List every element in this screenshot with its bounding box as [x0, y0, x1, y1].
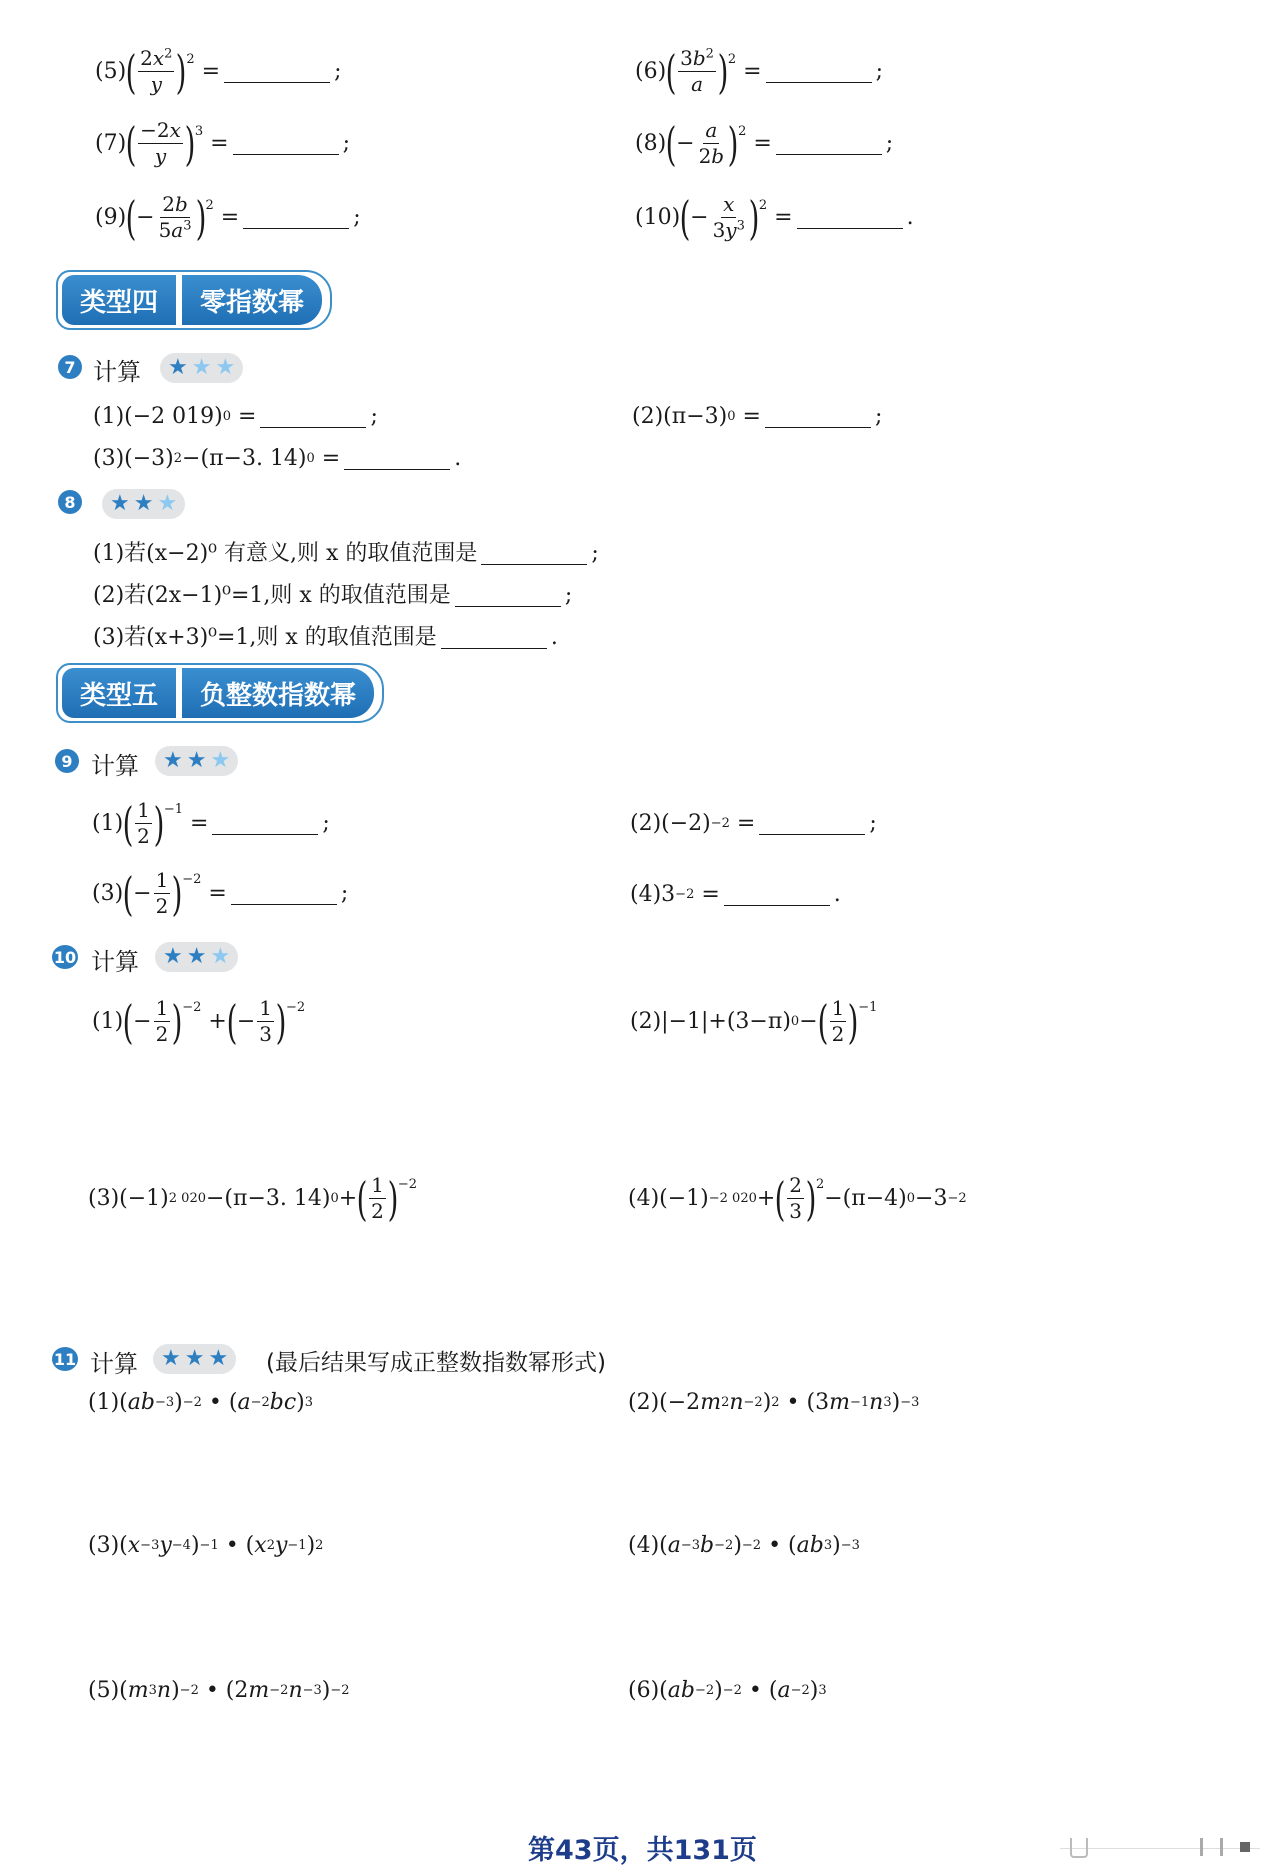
q8-item-3: (3)若(x+3)⁰=1,则 x 的取值范围是 .: [93, 624, 558, 650]
q8-item-2: (2)若(2x−1)⁰=1,则 x 的取值范围是 ;: [93, 582, 573, 608]
star-icon: ★: [210, 748, 231, 773]
star-icon: ★: [215, 355, 236, 380]
item-10: (10) ( − $\frac{x}{3y^3}$ ) $^2$ = .: [635, 190, 914, 245]
q9-item-2: (2)(−2) −2 = ;: [630, 810, 877, 836]
difficulty-stars: [155, 746, 238, 776]
q9-item-3: (3) ( − $\frac{1}{2}$ ) $^{-2}$ = ;: [92, 866, 349, 921]
banner-right-label: 零指数幂: [182, 275, 322, 325]
question-label: 计算: [90, 1350, 138, 1378]
star-icon: ★: [163, 748, 183, 773]
banner-left-label: 类型五: [62, 668, 176, 718]
star-icon: ★: [186, 944, 207, 969]
section-banner-type4: [62, 275, 322, 325]
answer-blank[interactable]: [224, 60, 330, 83]
question-number-11: 11: [52, 1347, 78, 1371]
q10-item-2: (2)|−1|+(3−π) 0 − ( $\frac{1}{2}$ ) $^{-1}$: [630, 994, 878, 1049]
q10-item-3: (3)(−1) 2 020 −(π−3. 14) 0 + ( $\frac{1}{2}$ ) $^{-2}$: [88, 1171, 417, 1226]
answer-blank[interactable]: [759, 812, 865, 835]
star-icon: ★: [191, 355, 212, 380]
question-label: 计算: [93, 358, 141, 386]
q8-item-3-text: (3)若(x+3)⁰=1,则 x 的取值范围是: [93, 624, 437, 650]
section-banner-type5: [62, 668, 374, 718]
q11-item-4: (4)( a −3 b −2 ) −2 • ( ab 3 ) −3: [628, 1533, 860, 1558]
difficulty-stars: [153, 1344, 236, 1374]
q7-item-1: (1)(−2 019) 0 = ;: [93, 403, 378, 429]
star-icon: ★: [208, 1346, 229, 1371]
answer-blank[interactable]: [481, 542, 587, 565]
star-icon: ★: [184, 1346, 205, 1371]
star-icon: ★: [186, 748, 207, 773]
star-icon: ★: [110, 491, 130, 516]
q10-item-1: (1) ( − $\frac{1}{2}$ ) $^{-2}$ + ( − $\frac{1}{3}$ ) $^{-2}$: [92, 994, 306, 1049]
item-7: (7) ( $\frac{-2x}{y}$ ) $^3$ = ;: [95, 116, 350, 171]
difficulty-stars: [160, 353, 243, 383]
item-5: (5) ( $\frac{2x^2}{y}$ ) $^2$ = ;: [95, 44, 342, 99]
q11-item-1: (1)( ab −3 ) −2 • ( a −2 bc ) 3: [88, 1390, 314, 1415]
answer-blank[interactable]: [455, 584, 561, 607]
q11-item-5: (5)( m 3 n ) −2 • (2 m −2 n −3 ) −2: [88, 1678, 350, 1703]
star-icon: ★: [168, 355, 188, 380]
q9-item-1: (1) ( $\frac{1}{2}$ ) $^{-1}$ = ;: [92, 796, 330, 851]
answer-blank[interactable]: [765, 405, 871, 428]
question-label: 计算: [91, 948, 139, 976]
question-number-8: 8: [58, 490, 82, 514]
star-icon: ★: [163, 944, 183, 969]
q8-item-2-text: (2)若(2x−1)⁰=1,则 x 的取值范围是: [93, 582, 451, 608]
q11-item-2: (2)(−2 m 2 n −2 ) 2 • (3 m −1 n 3 ) −3: [628, 1390, 920, 1415]
q11-item-6: (6)( ab −2 ) −2 • ( a −2 ) 3: [628, 1678, 827, 1703]
answer-blank[interactable]: [260, 405, 366, 428]
star-icon: ★: [161, 1346, 181, 1371]
answer-blank[interactable]: [212, 812, 318, 835]
page-footer: 第43页，共131页: [528, 1835, 757, 1866]
answer-blank[interactable]: [797, 206, 903, 229]
question-number-7: 7: [58, 355, 82, 379]
q9-item-4: (4)3 −2 = .: [630, 881, 841, 907]
answer-blank[interactable]: [766, 60, 872, 83]
star-icon: ★: [133, 491, 154, 516]
answer-blank[interactable]: [233, 132, 339, 155]
answer-blank[interactable]: [243, 206, 349, 229]
answer-blank[interactable]: [344, 447, 450, 470]
q11-item-3: (3)( x −3 y −4 ) −1 • ( x 2 y −1 ) 2: [88, 1533, 324, 1558]
answer-blank[interactable]: [776, 132, 882, 155]
question-number-9: 9: [55, 749, 79, 773]
question-number-10: 10: [52, 945, 78, 969]
answer-blank[interactable]: [231, 882, 337, 905]
star-icon: ★: [157, 491, 178, 516]
star-icon: ★: [210, 944, 231, 969]
banner-right-label: 负整数指数幂: [182, 668, 374, 718]
question-note: (最后结果写成正整数指数幂形式): [266, 1350, 606, 1376]
q7-item-2: (2)(π−3) 0 = ;: [632, 403, 883, 429]
q10-item-4: (4)(−1) −2 020 + ( $\frac{2}{3}$ ) $^2$ −(π−4) 0 −3 −2: [628, 1171, 967, 1226]
answer-blank[interactable]: [724, 883, 830, 906]
item-6: (6) ( $\frac{3b^2}{a}$ ) $^2$ = ;: [635, 44, 884, 99]
q8-item-1: (1)若(x−2)⁰ 有意义,则 x 的取值范围是 ;: [93, 540, 599, 566]
scan-mark-decoration: [1060, 1838, 1260, 1858]
item-8: (8) ( − $\frac{a}{2b}$ ) $^2$ = ;: [635, 116, 894, 171]
banner-left-label: 类型四: [62, 275, 176, 325]
question-label: 计算: [91, 752, 139, 780]
q7-item-3: (3)(−3) 2 −(π−3. 14) 0 = .: [93, 445, 462, 471]
answer-blank[interactable]: [441, 626, 547, 649]
q8-item-1-text: (1)若(x−2)⁰ 有意义,则 x 的取值范围是: [93, 540, 478, 566]
item-9: (9) ( − $\frac{2b}{5a^3}$ ) $^2$ = ;: [95, 190, 361, 245]
difficulty-stars: [102, 489, 185, 519]
difficulty-stars: [155, 942, 238, 972]
